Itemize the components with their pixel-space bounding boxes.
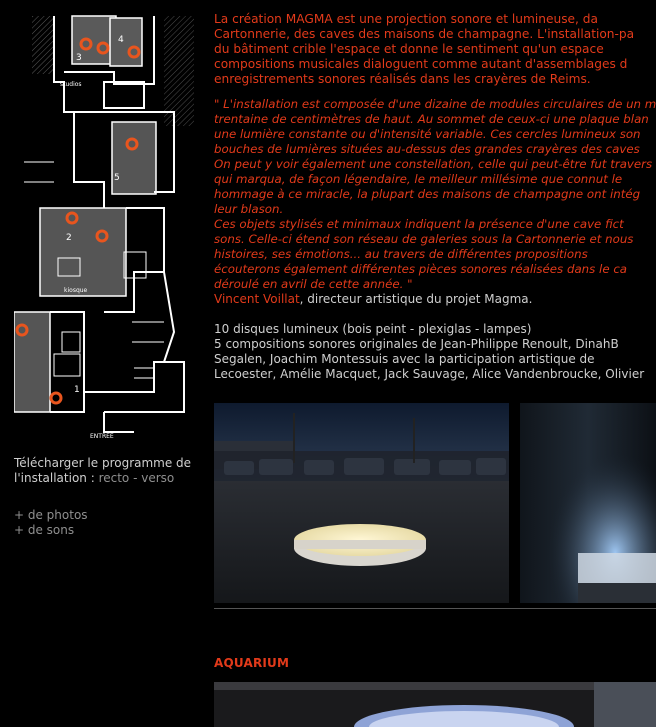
intro-line: du bâtiment crible l'espace et donne le sentiment qu'un espace [214, 42, 604, 56]
more-photos-link[interactable]: + de photos [14, 508, 88, 522]
photo-disc-closeup[interactable] [520, 403, 656, 603]
recto-verso-separator: - [129, 471, 142, 485]
plan-label-2: 2 [66, 233, 72, 243]
download-line2 [14, 471, 204, 486]
plan-label-kiosque: kiosque [64, 287, 88, 294]
quote-line: On peut y voir également une constellation, celle qui peut-être fut travers [214, 157, 653, 171]
quote-paragraph [214, 97, 656, 292]
quote-line: leur blason. [214, 202, 284, 216]
quote-line: déroulé en avril de cette année. " [214, 277, 413, 291]
plan-label-4: 4 [118, 35, 124, 45]
intro-line: enregistrements sonores réalisés dans les crayères de Reims. [214, 72, 591, 86]
download-label: Télécharger le programme de [14, 456, 192, 470]
spec-line: Segalen, Joachim Montessuis avec la participation artistique de [214, 352, 595, 366]
spec-line: 10 disques lumineux (bois peint - plexiglas - lampes) [214, 322, 532, 336]
vincent-voillat-link[interactable]: Vincent Voillat [214, 292, 300, 306]
floor-plan-drawing [14, 12, 200, 442]
plan-label-entree: ENTRÉE [90, 433, 114, 440]
quote-line: une lumière constante ou d'intensité variable. Ces cercles lumineux son [214, 127, 641, 141]
recto-link[interactable]: recto [98, 471, 130, 485]
photo-parking-disc[interactable] [214, 403, 509, 603]
quote-line: histoires, ses émotions... au travers de différentes propositions [214, 247, 588, 261]
section-title-aquarium: AQUARIUM [214, 656, 290, 670]
intro-paragraph [214, 12, 656, 87]
quote-line: sons. Celle-ci étend son réseau de galeries sous la Cartonnerie et nous [214, 232, 634, 246]
left-links [14, 456, 204, 538]
floor-plan [14, 12, 200, 442]
quote-line: hommage à ce miracle, la plupart des maisons de champagne ont intég [214, 187, 641, 201]
plan-label-5: 5 [114, 173, 120, 183]
quote-line: Ces objets stylisés et minimaux indiquent la présence d'une cave fict [214, 217, 624, 231]
spec-line: Lecoester, Amélie Macquet, Jack Sauvage, Alice Vandenbroucke, Olivier [214, 367, 645, 381]
photo-aquarium[interactable] [214, 682, 656, 727]
section-divider [214, 608, 656, 609]
main-content [214, 12, 656, 382]
photo-strip [214, 403, 656, 603]
plan-label-1: 1 [74, 385, 80, 395]
intro-line: compositions musicales dialoguent comme autant d'assemblages d [214, 57, 628, 71]
quote-line: bouches de lumières situées au-dessus des grandes crayères des caves [214, 142, 640, 156]
quote-line: écouterons également différentes pièces sonores réalisées dans le ca [214, 262, 628, 276]
download-line2-text: l'installation : [14, 471, 99, 485]
credit-line [214, 292, 656, 307]
credit-role: , directeur artistique du projet Magma. [299, 292, 533, 306]
specs-paragraph [214, 322, 656, 382]
plan-label-3: 3 [76, 53, 82, 63]
quote-line: trentaine de centimètres de haut. Au sommet de ceux-ci une plaque blan [214, 112, 649, 126]
intro-line: La création MAGMA est une projection sonore et lumineuse, da [214, 12, 599, 26]
verso-link[interactable]: verso [141, 471, 175, 485]
quote-line: " L'installation est composée d'une dizaine de modules circulaires de un m [214, 97, 656, 111]
plan-label-studios: studios [60, 81, 82, 88]
quote-line: qui marqua, de façon légendaire, le meilleur millésime que connut le [214, 172, 623, 186]
intro-line: Cartonnerie, des caves des maisons de champagne. L'installation-pa [214, 27, 635, 41]
more-sounds-link[interactable]: + de sons [14, 523, 75, 537]
spec-line: 5 compositions sonores originales de Jean-Philippe Renoult, DinahB [214, 337, 619, 351]
